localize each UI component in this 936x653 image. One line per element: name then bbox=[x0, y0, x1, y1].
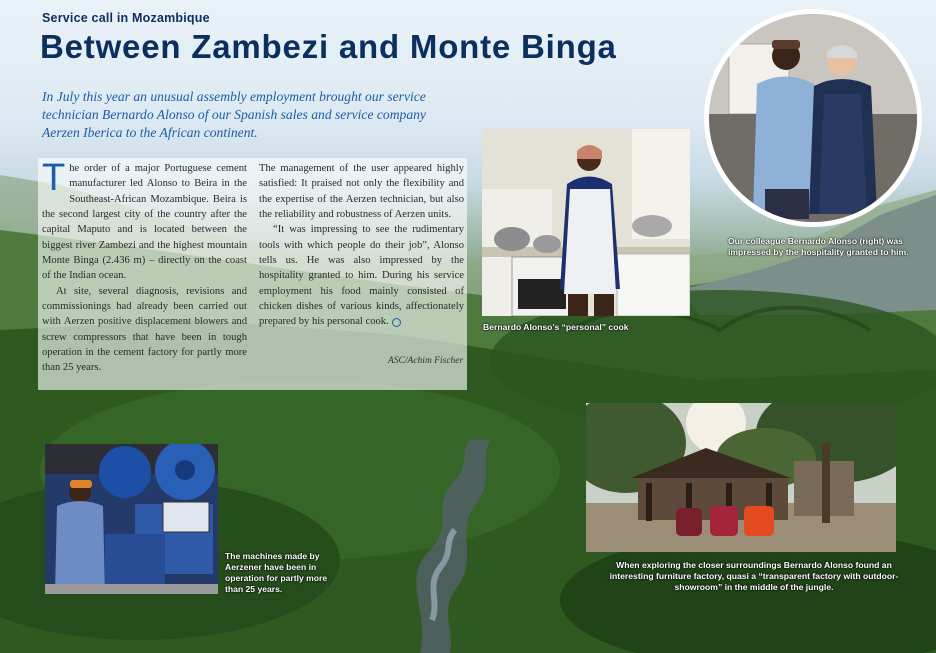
lead-paragraph: In July this year an unusual assembly employment brought our service technician Bernardo Alonso of our Spanish sales and service company Aerzen Iberica to the African continent. bbox=[42, 89, 426, 140]
drop-cap: T bbox=[42, 157, 66, 199]
article-title: Between Zambezi and Monte Binga bbox=[40, 28, 617, 65]
article-column-1 bbox=[42, 157, 247, 376]
colleague-caption: Our colleague Bernardo Alonso (right) was impressed by the hospitality granted to him. bbox=[728, 236, 909, 257]
cook-photo bbox=[482, 129, 690, 316]
machines-caption: The machines made by Aerzener have been in operation for partly more than 25 years. bbox=[225, 551, 328, 594]
colleague-photo bbox=[704, 9, 922, 227]
paragraph-text: he order of a major Portuguese cement manufacturer led Alonso to Beira in the Southeast-African Mozambique. Beira is the second largest city of the country after the capital Maputo and is located between the biggest river Zambezi and the highest mountain Monte Binga (2.436 m) – directly on the coast of the Indian ocean. bbox=[42, 163, 247, 282]
paragraph bbox=[259, 222, 464, 329]
paragraph: The management of the user appeared highly satisfied: It praised not only the flexibility and the expertise of the Aerzen technician, but also the reliability and robustness of Aerzen units. bbox=[259, 163, 464, 221]
machines-photo bbox=[45, 444, 218, 594]
end-mark-icon bbox=[392, 318, 401, 327]
paragraph-text: “It was impressing to see the rudimentary tools with which people do their job”, Alonso tells us. He was also impressed by the hospitality granted to him. During his service employment his food mainly consisted of chicken dishes of various kinds, affectionately prepared by his personal cook. bbox=[259, 224, 464, 328]
factory-photo bbox=[586, 403, 896, 552]
paragraph: At site, several diagnosis, revisions and commissionings had already been carried out with Aerzen positive displacement blowers and screw compressors that have been in tough operation in the cement factory for partly more than 25 years. bbox=[42, 285, 247, 374]
section-kicker: Service call in Mozambique bbox=[42, 11, 210, 25]
article-column-2 bbox=[259, 161, 464, 330]
byline: ASC/Achim Fischer bbox=[388, 356, 464, 366]
paragraph bbox=[42, 157, 247, 284]
cook-caption: Bernardo Alonso’s “personal” cook bbox=[483, 322, 629, 332]
factory-caption: When exploring the closer surroundings Bernardo Alonso found an interesting furniture factory, quasi a “transparent factory with outdoor-showroom” in the middle of the jungle. bbox=[609, 560, 899, 592]
